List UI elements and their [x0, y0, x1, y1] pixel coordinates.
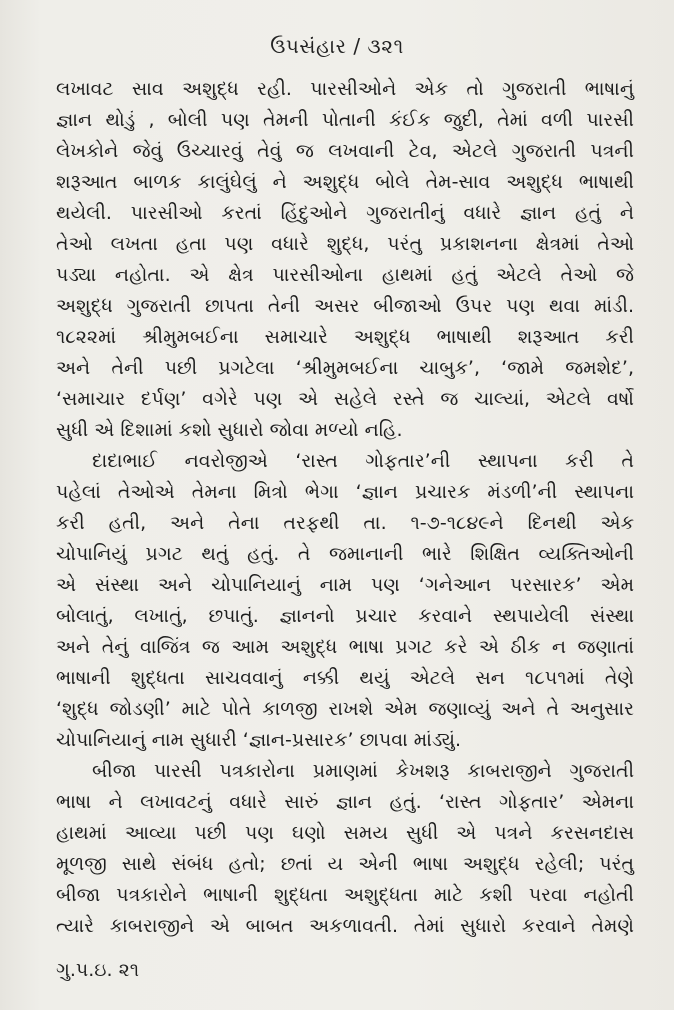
text-line: સુધી એ દિશામાં કશો સુધારો જોવા મળ્યો નહિ. — [56, 419, 403, 441]
text-line: ‘સમાચાર દર્પણ’ વગેરે પણ એ સહેલે રસ્તે જ ચાલ્યાં, એટલે વર્ષો — [56, 388, 634, 410]
text-line: દાદાભાઈ નવરોજીએ ‘રાસ્ત ગોફતાર’ની સ્થાપના કરી તે — [92, 450, 634, 472]
signature-mark: ગુ.પ.ઇ. ૨૧ — [56, 959, 140, 981]
text-line: ‘શુદ્ધ જોડણી’ માટે પોતે કાળજી રાખશે એમ જણાવ્યું અને તે અનુસાર — [56, 698, 634, 720]
text-line: શરૂઆત બાળક કાલુંઘેલું ને અશુદ્ધ બોલે તેમ-સાવ અશુદ્ધ ભાષાથી — [56, 171, 634, 193]
text-line: અને તેની પછી પ્રગટેલા ‘શ્રીમુમબઈના ચાબુક’, ‘જામે જમશેદ’, — [56, 357, 634, 379]
text-line: થયેલી. પારસીઓ કરતાં હિંદુઓને ગુજરાતીનું વધારે જ્ઞાન હતું ને — [56, 202, 634, 224]
text-line: અશુદ્ધ ગુજરાતી છાપતા તેની અસર બીજાઓ ઉપર પણ થવા માંડી. — [56, 295, 634, 317]
text-line: કરી હતી, અને તેના તરફથી તા. ૧-૭-૧૮૪૯ને દિનથી એક — [56, 512, 634, 534]
text-line: બોલાતું, લખાતું, છપાતું. જ્ઞાનનો પ્રચાર કરવાને સ્થપાયેલી સંસ્થા — [56, 605, 634, 627]
text-line: બીજા પત્રકારોને ભાષાની શુદ્ધતા અશુદ્ધતા માટે કશી પરવા નહોતી — [56, 884, 634, 906]
text-line: લખાવટ સાવ અશુદ્ધ રહી. પારસીઓને એક તો ગુજરાતી ભાષાનું — [56, 78, 634, 100]
text-line: ભાષા ને લખાવટનું વધારે સારું જ્ઞાન હતું. ‘રાસ્ત ગોફતાર’ એમના — [56, 791, 634, 813]
text-line: પડ્યા નહોતા. એ ક્ષેત્ર પારસીઓના હાથમાં હતું એટલે તેઓ જે — [56, 264, 634, 286]
text-line: ચોપાનિયું પ્રગટ થતું હતું. તે જમાનાની ભારે શિક્ષિત વ્યક્તિઓની — [56, 543, 634, 565]
text-line: લેખકોને જેવું ઉચ્ચારવું તેવું જ લખવાની ટેવ, એટલે ગુજરાતી પત્રની — [56, 140, 634, 162]
text-line: હાથમાં આવ્યા પછી પણ ઘણો સમય સુધી એ પત્રને કરસનદાસ — [56, 822, 634, 844]
page-body-text — [56, 74, 634, 942]
text-line: ચોપાનિયાનું નામ સુધારી ‘જ્ઞાન-પ્રસારક’ છાપવા માંડ્યું. — [56, 729, 462, 751]
text-line: બીજા પારસી પત્રકારોના પ્રમાણમાં કેખશરૂ કાબરાજીને ગુજરાતી — [92, 760, 634, 782]
text-line: ૧૮૨૨માં શ્રીમુમબઈના સમાચારે અશુદ્ધ ભાષાથી શરૂઆત કરી — [56, 326, 634, 348]
text-line: ભાષાની શુદ્ધતા સાચવવાનું નક્કી થયું એટલે સન ૧૮૫૧માં તેણે — [56, 667, 634, 689]
text-line: એ સંસ્થા અને ચોપાનિયાનું નામ પણ ‘ગનેઆન પરસારક’ એમ — [56, 574, 634, 596]
text-line: મૂળજી સાથે સંબંધ હતો; છતાં ય એની ભાષા અશુદ્ધ રહેલી; પરંતુ — [56, 853, 634, 875]
text-line: અને તેનું વાજિંત્ર જ આમ અશુદ્ધ ભાષા પ્રગટ કરે એ ઠીક ન જણાતાં — [56, 636, 634, 658]
text-line: જ્ઞાન થોડું , બોલી પણ તેમની પોતાની કંઈક જુદી, તેમાં વળી પારસી — [56, 109, 634, 131]
text-line: ત્યારે કાબરાજીને એ બાબત અકળાવતી. તેમાં સુધારો કરવાને તેમણે — [56, 915, 634, 937]
text-line: પહેલાં તેઓએ તેમના મિત્રો ભેગા ‘જ્ઞાન પ્રચારક મંડળી’ની સ્થાપના — [56, 481, 634, 503]
running-head: ઉપસંહાર / ૩૨૧ — [270, 34, 404, 58]
text-line: તેઓ લખતા હતા પણ વધારે શુદ્ધ, પરંતુ પ્રકાશનના ક્ષેત્રમાં તેઓ — [56, 233, 634, 255]
